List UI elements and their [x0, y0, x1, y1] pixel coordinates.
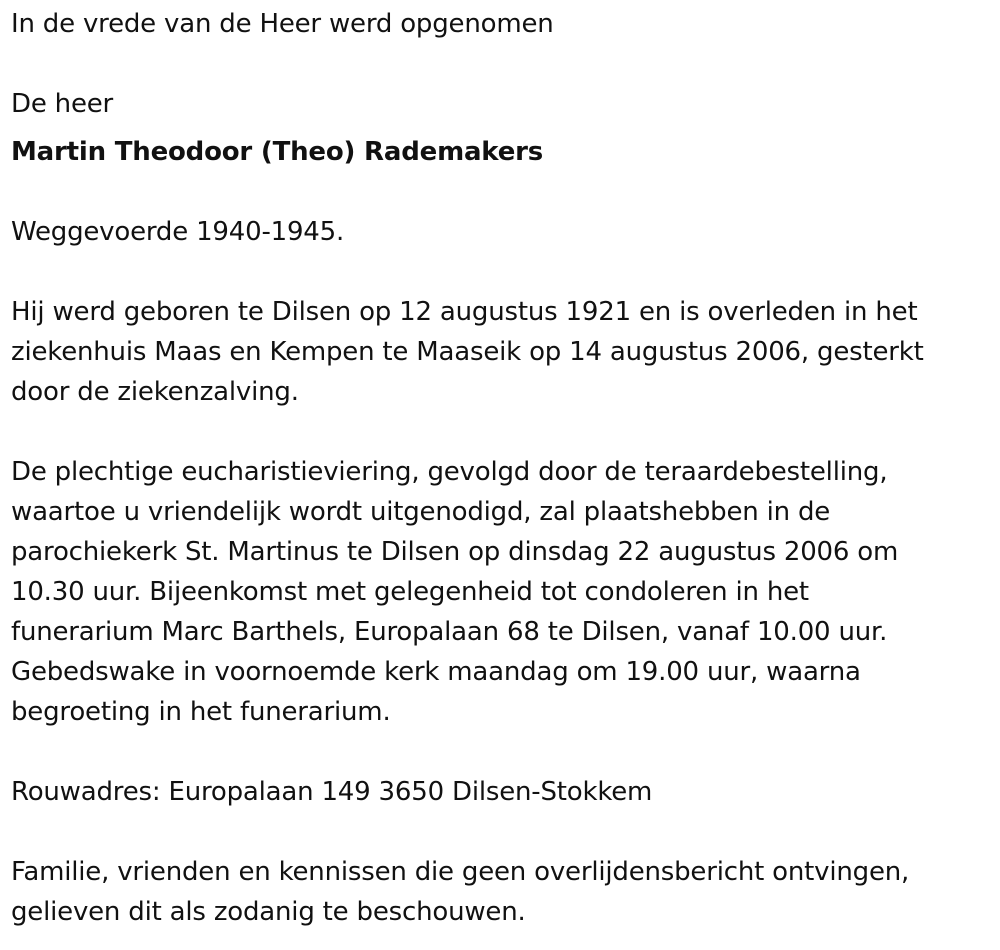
paragraph-line: 10.30 uur. Bijeenkomst met gelegenheid tot condoleren in het [11, 577, 809, 607]
closing-paragraph [11, 852, 986, 932]
paragraph-line: Familie, vrienden en kennissen die geen overlijdensbericht ontvingen, [11, 857, 910, 887]
paragraph-line: begroeting in het funerarium. [11, 697, 391, 727]
paragraph-line: Gebedswake in voornoemde kerk maandag om 19.00 uur, waarna [11, 657, 861, 687]
paragraph-line: ziekenhuis Maas en Kempen te Maaseik op 14 augustus 2006, gesterkt [11, 337, 924, 367]
paragraph-line: De plechtige eucharistieviering, gevolgd door de teraardebestelling, [11, 457, 888, 487]
intro-text: In de vrede van de Heer werd opgenomen [11, 9, 554, 39]
deportee-note: Weggevoerde 1940-1945. [11, 217, 345, 247]
paragraph-line: funerarium Marc Barthels, Europalaan 68 te Dilsen, vanaf 10.00 uur. [11, 617, 888, 647]
spacer [11, 172, 986, 212]
paragraph-line: gelieven dit als zodanig te beschouwen. [11, 897, 526, 927]
ceremony-paragraph [11, 452, 986, 732]
spacer [11, 252, 986, 292]
paragraph-line: Hij werd geboren te Dilsen op 12 augustus 1921 en is overleden in het [11, 297, 918, 327]
spacer [11, 412, 986, 452]
deceased-name: Martin Theodoor (Theo) Rademakers [11, 137, 544, 167]
obituary-notice [11, 4, 986, 932]
spacer [11, 812, 986, 852]
salutation-text: De heer [11, 89, 114, 119]
mourning-address: Rouwadres: Europalaan 149 3650 Dilsen-Stokkem [11, 777, 653, 807]
spacer [11, 732, 986, 772]
paragraph-line: parochiekerk St. Martinus te Dilsen op dinsdag 22 augustus 2006 om [11, 537, 899, 567]
paragraph-line: waartoe u vriendelijk wordt uitgenodigd, zal plaatshebben in de [11, 497, 831, 527]
paragraph-line: door de ziekenzalving. [11, 377, 299, 407]
birth-death-paragraph [11, 292, 986, 412]
spacer [11, 44, 986, 84]
